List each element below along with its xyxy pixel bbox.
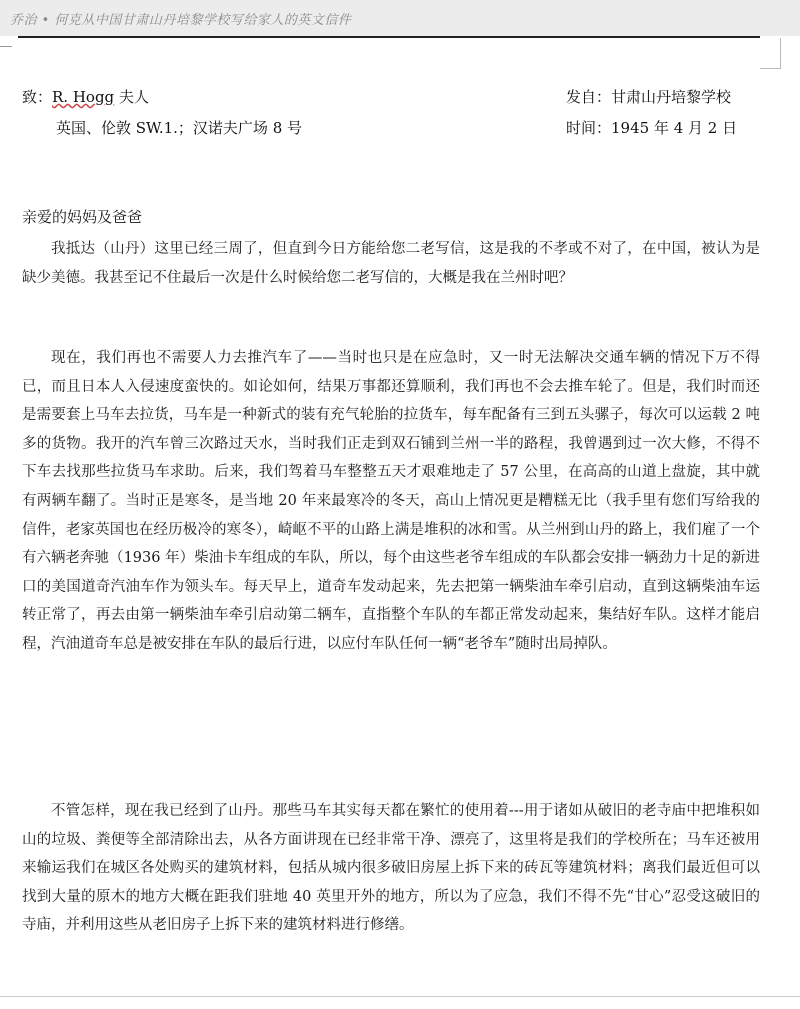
recipient-suffix: 夫人 — [114, 88, 149, 106]
bottom-rule — [0, 996, 800, 997]
recipient-prefix: 致： — [22, 88, 53, 106]
running-header — [0, 0, 800, 36]
sender-from: 发自：甘肃山丹培黎学校 — [566, 88, 732, 106]
letter-paragraph-1: 我抵达（山丹）这里已经三周了，但直到今日方能给您二老写信，这是我的不孝或不对了，在中国，被认为是缺少美德。我甚至记不住最后一次是什么时候给您二老写信的，大概是我在兰州时吧？ — [22, 241, 760, 286]
sender-date: 时间：1945 年 4 月 2 日 — [566, 119, 738, 137]
letter-paragraph-3: 不管怎样，现在我已经到了山丹。那些马车其实每天都在繁忙的使用着---用于诸如从破旧的老寺庙中把堆积如山的垃圾、粪便等全部清除出去，从各方面讲现在已经非常干净、漂亮了，这里将是我们的学校所在；马车还被用来输运我们在城区各处购买的建筑材料，包括从城内很多破旧房屋上拆下来的砖瓦等建筑材料；离我们最近但可以找到大量的原木的地方大概在距我们驻地 40 英里开外的地方，所以为了应急，我们不得不先“甘心”忍受这破旧的寺庙，并利用这些从老旧房子上拆下来的建筑材料进行修缮。 — [22, 803, 760, 934]
page-corner — [760, 38, 781, 69]
salutation: 亲爱的妈妈及爸爸 — [22, 208, 143, 226]
recipient-name: R. Hogg — [52, 88, 115, 106]
header-rule — [18, 36, 760, 38]
recipient-address: 英国、伦敦 SW.1.；汉诺夫广场 8 号 — [56, 119, 302, 137]
recipient-line — [22, 86, 149, 108]
running-title: 乔治 • 何克从中国甘肃山丹培黎学校写给家人的英文信件 — [10, 13, 352, 28]
header-rule-left — [0, 46, 12, 47]
letter-paragraph-2: 现在，我们再也不需要人力去推汽车了——当时也只是在应急时，又一时无法解决交通车辆的情况下万不得已，而且日本人入侵速度蛮快的。如论如何，结果万事都还算顺利，我们再也不会去推车轮了。但是，我们时而还是需要套上马车去拉货，马车是一种新式的装有充气轮胎的拉货车，每车配备有三到五头骡子，每次可以运载 2 吨多的货物。我开的汽车曾三次路过天水，当时我们正走到双石铺到兰州一半的路程，我曾遇到过一次大修，不得不下车去找那些拉货马车求助。后来，我们驾着马车整整五天才艰难地走了 57 公里，在高高的山道上盘旋，其中就有两辆车翻了。当时正是寒冬，是当地 20 年来最寒冷的冬天，高山上情况更是糟糕无比（我手里有您们写给我的信件，老家英国也在经历极冷的寒冬），崎岖不平的山路上满是堆积的冰和雪。从兰州到山丹的路上，我们雇了一个有六辆老奔驰（1936 年）柴油卡车组成的车队，所以，每个由这些老爷车组成的车队都会安排一辆劲力十足的新进口的美国道奇汽油车作为领头车。每天早上，道奇车发动起来，先去把第一辆柴油车牵引启动，直到这辆柴油车运转正常了，再去由第一辆柴油车牵引启动第二辆车，直指整个车队的车都正常发动起来，集结好车队。这样才能启程，汽油道奇车总是被安排在车队的最后行进，以应付车队任何一辆“老爷车”随时出局掉队。 — [22, 350, 760, 652]
